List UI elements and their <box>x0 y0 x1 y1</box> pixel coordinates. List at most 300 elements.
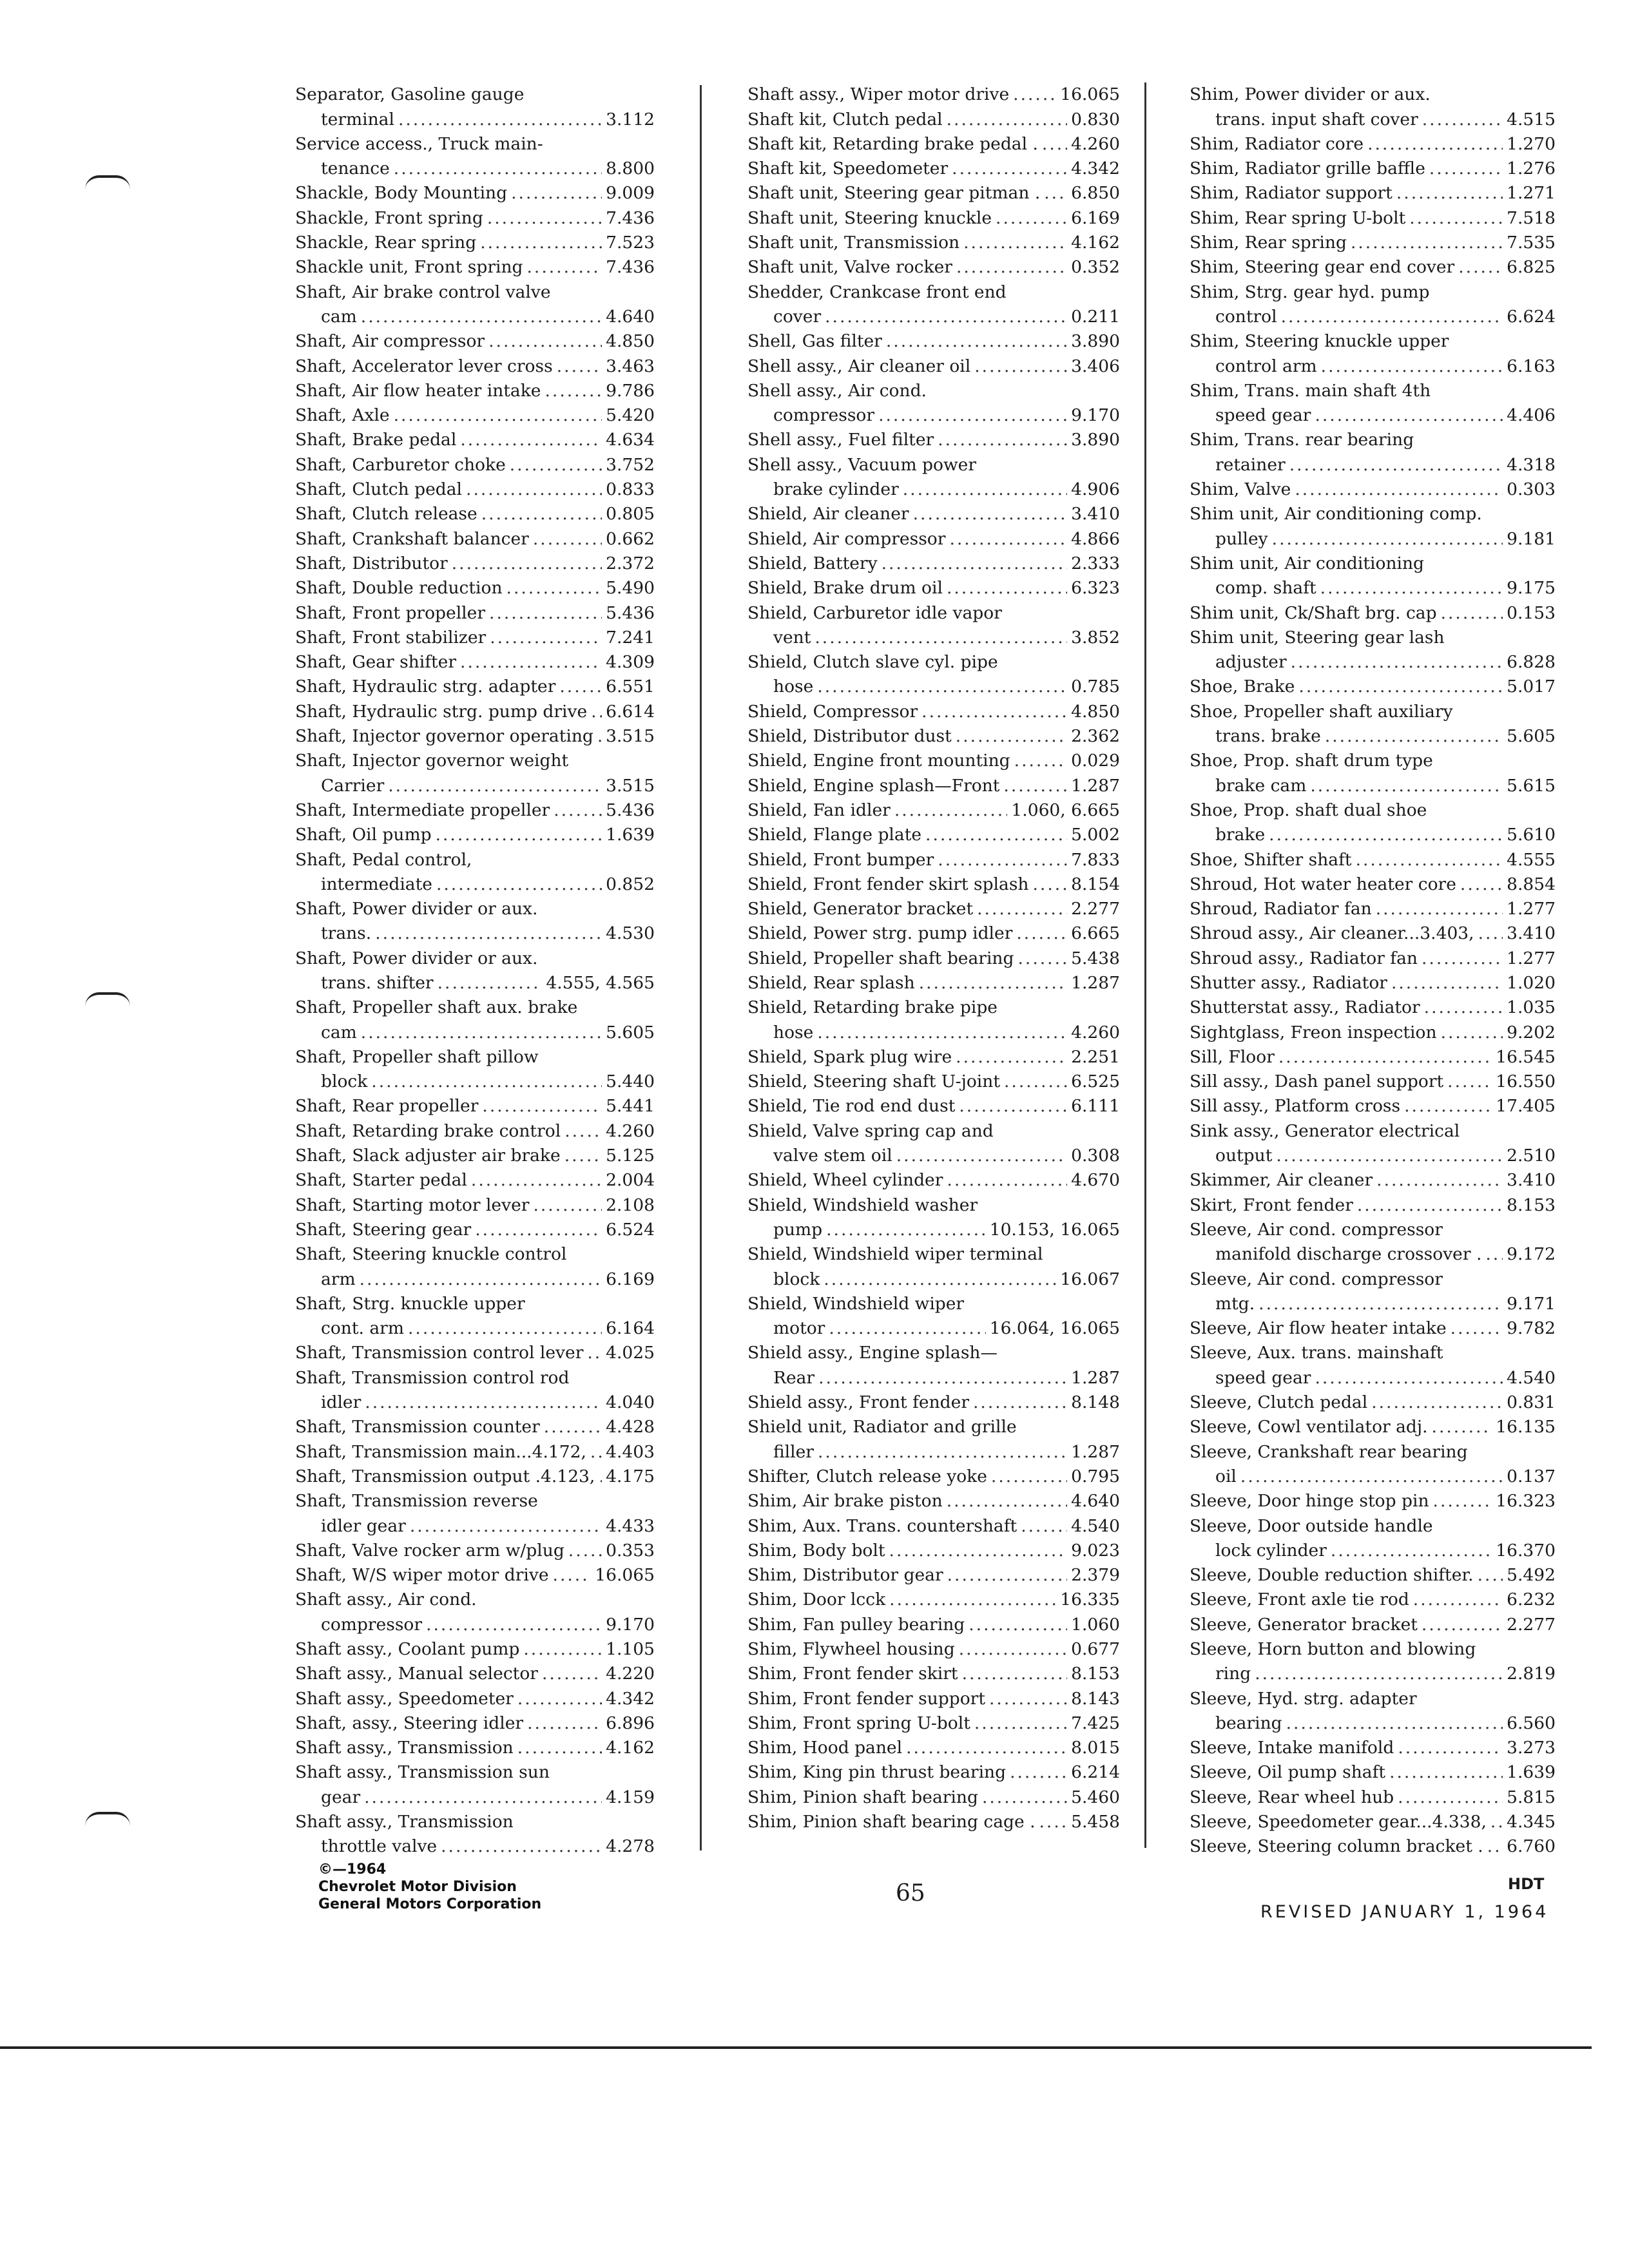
index-entry <box>747 1316 1120 1341</box>
index-entry <box>295 1736 655 1760</box>
entry-page-ref: 8.148 <box>1071 1392 1120 1413</box>
dot-leader <box>1422 947 1503 971</box>
dot-leader <box>824 1267 1056 1292</box>
entry-label: Sleeve, Rear wheel hub <box>1190 1787 1394 1807</box>
entry-label: Shaft, Oil pump <box>295 825 432 845</box>
index-entry <box>1190 1810 1556 1834</box>
index-entry <box>747 650 1120 675</box>
entry-label: Shaft, Injector governor operating <box>295 726 593 747</box>
index-entry <box>295 1686 655 1711</box>
entry-page-ref: 9.009 <box>606 183 655 204</box>
index-entry <box>747 1218 1120 1242</box>
revision-date: REVISED JANUARY 1, 1964 <box>1260 1902 1549 1922</box>
entry-page-ref: 9.175 <box>1507 578 1556 599</box>
index-entry <box>747 502 1120 526</box>
dot-leader <box>489 601 602 626</box>
entry-page-ref: 2.510 <box>1507 1146 1556 1166</box>
index-entry <box>1190 1045 1556 1070</box>
dot-leader <box>973 1390 1067 1415</box>
entry-page-ref: 6.524 <box>606 1219 655 1240</box>
index-entry <box>1190 132 1556 157</box>
dot-leader <box>1281 305 1503 329</box>
dot-leader <box>1295 477 1503 502</box>
dot-leader <box>364 1785 602 1810</box>
entry-page-ref: 7.436 <box>606 257 655 278</box>
entry-label: tenance <box>321 159 390 179</box>
dot-leader <box>1485 1242 1503 1267</box>
index-entry <box>747 823 1120 847</box>
dot-leader <box>408 1316 602 1341</box>
index-entry <box>295 1341 655 1365</box>
entry-label: Sightglass, Freon inspection <box>1190 1022 1437 1043</box>
entry-page-ref: 6.560 <box>1507 1713 1556 1733</box>
dot-leader <box>1458 255 1503 280</box>
index-entry <box>747 1563 1120 1588</box>
entry-page-ref: 4.403 <box>606 1441 655 1462</box>
entry-label: Shim unit, Ck/Shaft brg. cap <box>1190 602 1437 623</box>
entry-label: Sleeve, Door outside handle <box>1190 1515 1433 1536</box>
entry-label: Shifter, Clutch release yoke <box>747 1466 987 1486</box>
entry-page-ref: 3.752 <box>606 454 655 475</box>
entry-label: Shaft assy., Transmission <box>295 1738 514 1758</box>
entry-label: Shaft, Transmission control lever <box>295 1343 584 1363</box>
entry-page-ref: 7.535 <box>1507 233 1556 253</box>
index-entry <box>295 749 655 773</box>
index-entry <box>747 181 1120 206</box>
dot-leader <box>947 576 1067 601</box>
index-entry <box>295 305 655 329</box>
index-entry <box>295 872 655 897</box>
dot-leader <box>1376 897 1503 921</box>
index-entry <box>1190 971 1556 995</box>
entry-page-ref: 1.035 <box>1507 997 1556 1018</box>
entry-label: Shaft, Accelerator lever cross <box>295 356 553 376</box>
index-entry <box>295 1365 655 1390</box>
entry-label: trans. shifter <box>321 972 434 993</box>
dot-leader <box>1478 1563 1503 1588</box>
index-entry <box>295 107 655 131</box>
entry-page-ref: 4.640 <box>1071 1491 1120 1512</box>
index-entry <box>747 1292 1120 1316</box>
index-entry <box>295 1193 655 1217</box>
entry-label: output <box>1215 1146 1273 1166</box>
entry-page-ref: 16.135 <box>1496 1417 1556 1437</box>
dot-leader <box>360 1267 602 1292</box>
dot-leader <box>1291 650 1503 675</box>
entry-label: cam <box>321 1022 357 1043</box>
index-entry <box>1190 675 1556 699</box>
entry-page-ref: 0.153 <box>1507 602 1556 623</box>
entry-label: Shim, Trans. main shaft 4th <box>1190 380 1431 401</box>
index-entry <box>295 1563 655 1588</box>
dot-leader <box>544 1415 602 1439</box>
index-entry <box>747 1020 1120 1044</box>
entry-label: idler <box>321 1392 361 1413</box>
index-entry <box>747 724 1120 749</box>
entry-page-ref: 6.624 <box>1507 306 1556 327</box>
index-entry <box>747 675 1120 699</box>
page-number: 65 <box>896 1880 925 1907</box>
index-entry <box>295 428 655 452</box>
index-entry <box>1190 1637 1556 1662</box>
dot-leader <box>1310 774 1503 798</box>
dot-leader <box>1487 1834 1503 1859</box>
index-entry <box>295 1218 655 1242</box>
index-entry <box>747 1489 1120 1514</box>
entry-page-ref: 5.420 <box>606 405 655 426</box>
entry-label: Sill assy., Platform cross <box>1190 1096 1401 1117</box>
entry-label: Shaft, Transmission control rod <box>295 1367 570 1388</box>
entry-page-ref: 5.460 <box>1071 1787 1120 1807</box>
index-entry <box>1190 206 1556 230</box>
dot-leader <box>481 502 602 526</box>
entry-label: mtg. <box>1215 1293 1255 1314</box>
dot-leader <box>878 403 1067 428</box>
entry-label: Sleeve, Front axle tie rod <box>1190 1590 1409 1610</box>
entry-label: Shim, Steering knuckle upper <box>1190 331 1449 352</box>
dot-leader <box>1315 403 1503 428</box>
index-entry <box>295 1588 655 1612</box>
entry-label: Shim, Body bolt <box>747 1540 885 1561</box>
entry-page-ref: 4.260 <box>1071 133 1120 154</box>
entry-page-ref: 0.211 <box>1071 306 1120 327</box>
entry-label: Shaft, Slack adjuster air brake <box>295 1146 561 1166</box>
entry-page-ref: 6.551 <box>606 677 655 697</box>
index-entry <box>1190 1020 1556 1044</box>
dot-leader <box>426 1613 602 1637</box>
entry-page-ref: 1.639 <box>606 825 655 845</box>
index-column-1 <box>295 82 655 1859</box>
dot-leader <box>925 823 1067 847</box>
dot-leader <box>1010 1760 1067 1785</box>
entry-label: Shaft kit, Clutch pedal <box>747 109 943 130</box>
entry-label: control <box>1215 306 1277 327</box>
entry-page-ref: 4.309 <box>606 652 655 673</box>
index-entry <box>747 403 1120 428</box>
entry-page-ref: 16.067 <box>1060 1269 1120 1289</box>
entry-label: trans. input shaft cover <box>1215 109 1418 130</box>
entry-label: Shaft, Carburetor choke <box>295 454 506 475</box>
dot-leader <box>1289 453 1503 477</box>
dot-leader <box>1441 1021 1503 1045</box>
entry-page-ref: 1.060 <box>1071 1614 1120 1635</box>
index-entry <box>1190 403 1556 428</box>
index-entry <box>295 1662 655 1686</box>
entry-page-ref: 5.441 <box>606 1096 655 1117</box>
entry-page-ref: 5.605 <box>606 1022 655 1043</box>
dot-leader <box>1451 1316 1503 1341</box>
dot-leader <box>1325 724 1503 749</box>
dot-leader <box>977 897 1067 921</box>
dot-leader <box>564 1144 602 1168</box>
entry-label: Shoe, Prop. shaft drum type <box>1190 751 1433 771</box>
dot-leader <box>1258 1292 1503 1316</box>
dot-leader <box>590 1440 602 1465</box>
entry-label: Shield, Generator bracket <box>747 899 974 919</box>
entry-page-ref: 4.555 <box>1507 849 1556 870</box>
index-entry <box>1190 1094 1556 1119</box>
index-entry <box>1190 823 1556 847</box>
dot-leader <box>460 428 602 452</box>
entry-page-ref: 3.852 <box>1071 627 1120 648</box>
dot-leader <box>952 157 1067 181</box>
entry-label: Sleeve, Speedometer gear...4.338, <box>1190 1812 1487 1832</box>
entry-page-ref: 5.490 <box>606 578 655 599</box>
dot-leader <box>375 921 602 946</box>
index-entry <box>747 1539 1120 1563</box>
index-entry <box>1190 749 1556 773</box>
entry-label: Shaft, Propeller shaft aux. brake <box>295 997 578 1018</box>
index-entry <box>295 280 655 304</box>
dot-leader <box>1039 1810 1068 1834</box>
entry-page-ref: 16.545 <box>1496 1046 1556 1067</box>
index-entry <box>295 1539 655 1563</box>
entry-label: Service access., Truck main- <box>295 133 543 154</box>
entry-label: Sleeve, Horn button and blowing <box>1190 1639 1476 1659</box>
index-entry <box>1190 82 1556 107</box>
index-entry <box>1190 995 1556 1020</box>
entry-page-ref: 4.345 <box>1507 1812 1556 1832</box>
dot-leader <box>436 823 602 847</box>
entry-label: bearing <box>1215 1713 1282 1733</box>
index-entry <box>747 1267 1120 1291</box>
entry-label: Shaft, Clutch release <box>295 504 477 524</box>
index-entry <box>1190 1662 1556 1686</box>
index-entry <box>295 403 655 428</box>
entry-page-ref: 4.850 <box>606 331 655 352</box>
copyright-division: Chevrolet Motor Division <box>318 1879 517 1895</box>
index-entry <box>295 1711 655 1736</box>
dot-leader <box>545 379 602 403</box>
index-entry <box>747 552 1120 576</box>
dot-leader <box>1356 848 1503 872</box>
index-entry <box>1190 502 1556 526</box>
dot-leader <box>1278 1045 1492 1070</box>
entry-page-ref: 0.662 <box>606 528 655 549</box>
entry-label: Shaft, Gear shifter <box>295 652 457 673</box>
entry-label: Sleeve, Intake manifold <box>1190 1738 1394 1758</box>
entry-page-ref: 6.525 <box>1071 1072 1120 1092</box>
entry-label: Shield, Engine splash—Front <box>747 775 1000 796</box>
index-entry <box>747 1119 1120 1143</box>
entry-label: Shaft unit, Transmission <box>747 233 960 253</box>
dot-leader <box>1409 206 1503 231</box>
entry-page-ref: 9.171 <box>1507 1293 1556 1314</box>
index-entry <box>747 1514 1120 1538</box>
index-entry <box>747 995 1120 1020</box>
index-entry <box>295 1785 655 1809</box>
index-entry <box>1190 379 1556 403</box>
dot-leader <box>1013 82 1056 107</box>
index-entry <box>1190 428 1556 452</box>
entry-page-ref: 7.436 <box>606 207 655 228</box>
dot-leader <box>394 157 602 181</box>
entry-page-ref: 1.276 <box>1507 159 1556 179</box>
index-entry <box>747 576 1120 601</box>
column-divider-2 <box>1144 82 1146 1848</box>
index-entry <box>295 946 655 970</box>
entry-page-ref: 3.410 <box>1507 923 1556 944</box>
entry-label: Shell assy., Air cond. <box>747 380 927 401</box>
index-entry <box>295 1390 655 1415</box>
entry-label: Shaft, Power divider or aux. <box>295 948 538 968</box>
entry-label: cover <box>773 306 822 327</box>
index-column-2 <box>747 82 1120 1834</box>
index-entry <box>747 255 1120 280</box>
entry-label: Shim, Front spring U-bolt <box>747 1713 970 1733</box>
dot-leader <box>906 1736 1067 1760</box>
entry-page-ref: 3.273 <box>1507 1738 1556 1758</box>
dot-leader <box>542 1662 602 1686</box>
entry-page-ref: 5.002 <box>1071 825 1120 845</box>
entry-page-ref: 16.323 <box>1496 1491 1556 1512</box>
entry-label: Shaft, Steering knuckle control <box>295 1244 567 1265</box>
entry-page-ref: 1.020 <box>1507 972 1556 993</box>
entry-page-ref: 4.278 <box>606 1836 655 1857</box>
index-entry <box>1190 1612 1556 1637</box>
index-entry <box>1190 1760 1556 1785</box>
entry-label: Shaft, Crankshaft balancer <box>295 528 529 549</box>
entry-label: cam <box>321 306 357 327</box>
entry-label: cont. arm <box>321 1318 404 1339</box>
dot-leader <box>1269 823 1503 847</box>
entry-label: Shield, Rear splash <box>747 972 915 993</box>
entry-page-ref: 6.760 <box>1507 1836 1556 1857</box>
dot-leader <box>1014 749 1067 773</box>
index-entry <box>295 897 655 921</box>
index-entry <box>295 1415 655 1439</box>
entry-label: Shield, Windshield washer <box>747 1195 978 1215</box>
entry-label: Shield, Flange plate <box>747 825 922 845</box>
entry-label: Shaft, assy., Steering idler <box>295 1713 524 1733</box>
entry-page-ref: 16.064, 16.065 <box>989 1318 1120 1339</box>
entry-label: Shield, Tie rod end dust <box>747 1096 956 1117</box>
dot-leader <box>1396 181 1503 206</box>
entry-label: Shaft, Air compressor <box>295 331 485 352</box>
entry-label: Sleeve, Clutch pedal <box>1190 1392 1368 1413</box>
entry-label: Shaft, Transmission reverse <box>295 1491 538 1512</box>
entry-page-ref: 16.335 <box>1060 1590 1120 1610</box>
binder-hole-mark <box>85 175 130 189</box>
entry-label: Shoe, Brake <box>1190 677 1295 697</box>
entry-label: Sleeve, Double reduction shifter. <box>1190 1565 1474 1586</box>
dot-leader <box>818 1366 1067 1390</box>
dot-leader <box>1315 1366 1503 1390</box>
index-entry <box>747 477 1120 502</box>
entry-page-ref: 4.025 <box>606 1343 655 1363</box>
dot-leader <box>947 108 1068 132</box>
dot-leader <box>1272 527 1503 552</box>
entry-page-ref: 1.270 <box>1507 133 1556 154</box>
entry-label: Shaft unit, Valve rocker <box>747 257 952 278</box>
index-entry <box>747 354 1120 378</box>
entry-label: Shackle unit, Front spring <box>295 257 523 278</box>
dot-leader <box>511 181 602 206</box>
entry-page-ref: 5.492 <box>1507 1565 1556 1586</box>
index-entry <box>747 1588 1120 1612</box>
entry-label: Shoe, Shifter shaft <box>1190 849 1352 870</box>
entry-label: hose <box>773 677 814 697</box>
index-entry <box>747 1760 1120 1785</box>
entry-label: Skimmer, Air cleaner <box>1190 1170 1373 1191</box>
dot-leader <box>815 626 1067 650</box>
entry-label: terminal <box>321 109 394 130</box>
index-entry <box>295 1637 655 1662</box>
index-entry <box>295 132 655 157</box>
entry-page-ref: 1.060, 6.665 <box>1011 800 1120 820</box>
entry-label: Shield assy., Front fender <box>747 1392 969 1413</box>
entry-label: vent <box>773 627 811 648</box>
index-entry <box>1190 1563 1556 1588</box>
index-entry <box>295 650 655 675</box>
dot-leader <box>919 971 1067 995</box>
index-entry <box>295 255 655 280</box>
entry-label: speed gear <box>1215 405 1311 426</box>
entry-label: Shim, Front fender support <box>747 1688 985 1709</box>
dot-leader <box>510 453 602 477</box>
dot-leader <box>398 108 602 132</box>
entry-label: trans. brake <box>1215 726 1321 747</box>
index-entry <box>295 1267 655 1291</box>
dot-leader <box>1320 576 1503 601</box>
entry-page-ref: 4.428 <box>606 1417 655 1437</box>
entry-label: Shaft, W/S wiper motor drive <box>295 1565 549 1586</box>
dot-leader <box>947 1489 1067 1514</box>
index-entry <box>295 502 655 526</box>
dot-leader <box>1490 1810 1503 1834</box>
index-entry <box>295 82 655 107</box>
entry-label: Shield, Distributor dust <box>747 726 952 747</box>
entry-label: Shim unit, Air conditioning comp. <box>1190 504 1482 524</box>
entry-label: compressor <box>773 405 875 426</box>
entry-page-ref: 2.362 <box>1071 726 1120 747</box>
entry-label: Sleeve, Cowl ventilator adj. <box>1190 1417 1428 1437</box>
entry-label: Shaft, Starting motor lever <box>295 1195 530 1215</box>
entry-label: gear <box>321 1787 361 1807</box>
index-entry <box>1190 576 1556 601</box>
entry-label: Sink assy., Generator electrical <box>1190 1120 1460 1141</box>
entry-page-ref: 3.463 <box>606 356 655 376</box>
index-entry <box>295 181 655 206</box>
dot-leader <box>889 1539 1068 1563</box>
index-entry <box>747 626 1120 650</box>
index-entry <box>1190 798 1556 823</box>
entry-label: Shield, Windshield wiper <box>747 1293 965 1314</box>
index-entry <box>1190 1588 1556 1612</box>
index-entry <box>1190 1316 1556 1341</box>
entry-label: Shield, Front bumper <box>747 849 934 870</box>
entry-label: Sleeve, Air cond. compressor <box>1190 1269 1443 1289</box>
entry-label: Sill assy., Dash panel support <box>1190 1072 1444 1092</box>
entry-label: Shroud, Hot water heater core <box>1190 874 1456 894</box>
entry-page-ref: 1.287 <box>1071 972 1120 993</box>
dot-leader <box>553 1563 592 1588</box>
index-entry <box>1190 1070 1556 1094</box>
entry-page-ref: 16.065 <box>595 1565 655 1586</box>
index-entry <box>747 1439 1120 1464</box>
entry-page-ref: 6.323 <box>1071 578 1120 599</box>
entry-page-ref: 6.828 <box>1507 652 1556 673</box>
entry-page-ref: 8.854 <box>1507 874 1556 894</box>
entry-page-ref: 4.220 <box>606 1664 655 1684</box>
index-entry <box>1190 699 1556 724</box>
entry-page-ref: 5.436 <box>606 800 655 820</box>
entry-page-ref: 3.890 <box>1071 430 1120 450</box>
index-entry <box>747 971 1120 995</box>
entry-label: Shim, Hood panel <box>747 1738 903 1758</box>
entry-label: Shedder, Crankcase front end <box>747 282 1007 302</box>
index-entry <box>1190 1785 1556 1809</box>
